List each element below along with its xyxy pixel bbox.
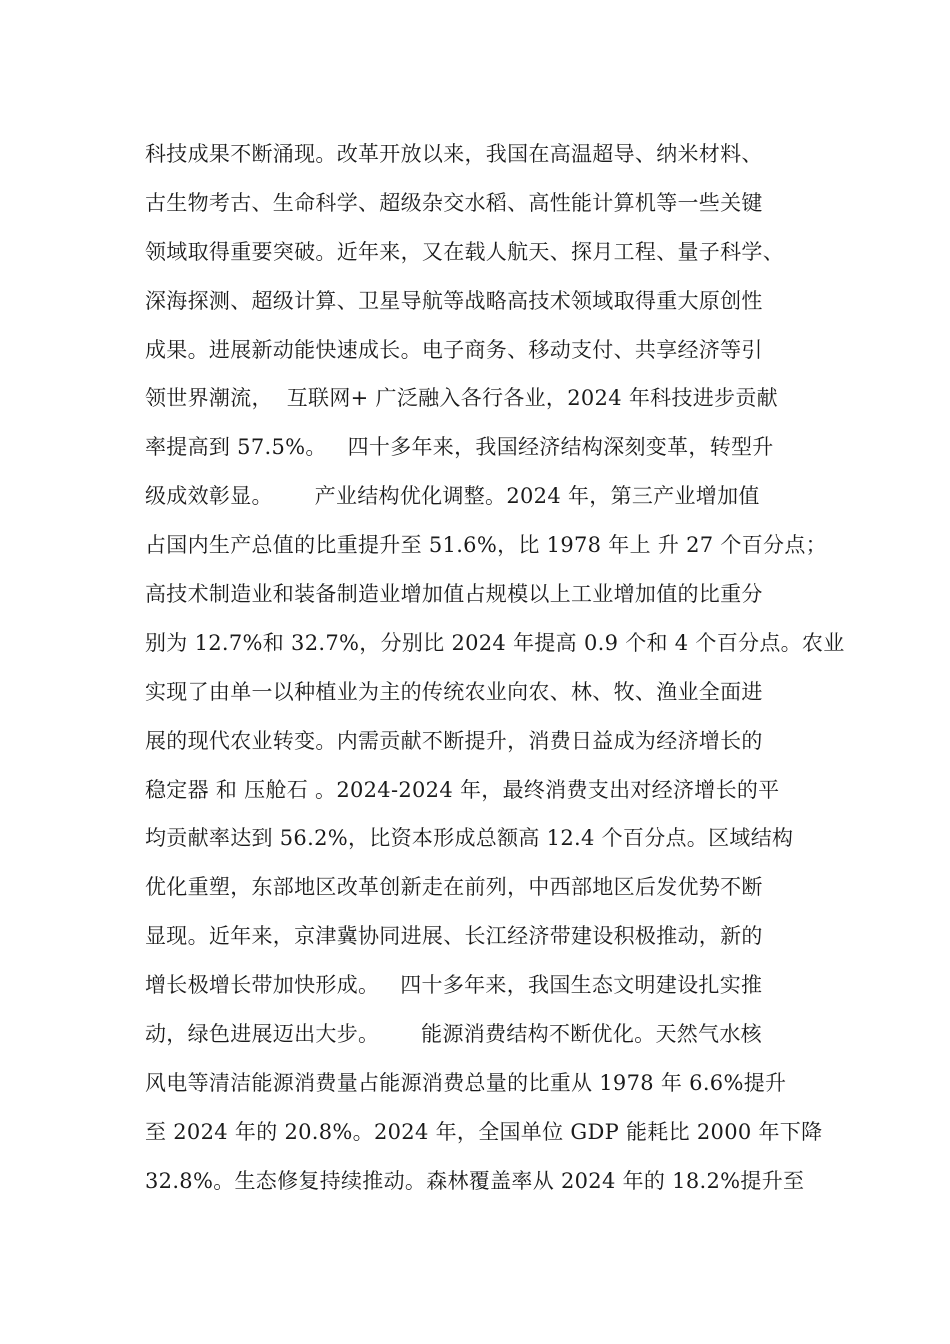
text-line: 高技术制造业和装备制造业增加值占规模以上工业增加值的比重分 — [145, 582, 763, 607]
text-line: 级成效彰显。 产业结构优化调整。2024 年，第三产业增加值 — [145, 484, 760, 509]
text-line: 动，绿色进展迈出大步。 能源消费结构不断优化。天然气水核 — [145, 1022, 762, 1047]
text-line: 均贡献率达到 56.2%，比资本形成总额高 12.4 个百分点。区域结构 — [145, 826, 794, 851]
body-text — [145, 130, 845, 1206]
text-line: 科技成果不断涌现。改革开放以来，我国在高温超导、纳米材料、 — [145, 142, 763, 166]
text-line: 稳定器 和 压舱石 。2024-2024 年，最终消费支出对经济增长的平 — [145, 777, 780, 802]
text-line: 实现了由单一以种植业为主的传统农业向农、林、牧、渔业全面进 — [145, 679, 763, 704]
text-line: 优化重塑，东部地区改革创新走在前列，中西部地区后发优势不断 — [145, 875, 763, 900]
text-line: 增长极增长带加快形成。 四十多年来，我国生态文明建设扎实推 — [145, 973, 763, 998]
text-line: 展的现代农业转变。内需贡献不断提升，消费日益成为经济增长的 — [145, 728, 763, 753]
text-line: 风电等清洁能源消费量占能源消费总量的比重从 1978 年 6.6%提升 — [145, 1070, 787, 1095]
text-line: 32.8%。生态修复持续推动。森林覆盖率从 2024 年的 18.2%提升至 — [145, 1168, 805, 1193]
text-line: 领域取得重要突破。近年来，又在载人航天、探月工程、量子科学、 — [145, 239, 784, 264]
text-line: 率提高到 57.5%。 四十多年来，我国经济结构深刻变革，转型升 — [145, 435, 774, 460]
text-line: 领世界潮流， 互联网+ 广泛融入各行各业，2024 年科技进步贡献 — [145, 386, 778, 411]
text-line: 深海探测、超级计算、卫星导航等战略高技术领域取得重大原创性 — [145, 288, 763, 313]
text-line: 成果。进展新动能快速成长。电子商务、移动支付、共享经济等引 — [145, 337, 763, 362]
text-line: 占国内生产总值的比重提升至 51.6%，比 1978 年上 升 27 个百分点； — [145, 533, 827, 558]
text-line: 古生物考古、生命科学、超级杂交水稻、高性能计算机等一些关键 — [145, 190, 763, 215]
text-line: 显现。近年来，京津冀协同进展、长江经济带建设积极推动，新的 — [145, 924, 763, 949]
text-line: 至 2024 年的 20.8%。2024 年，全国单位 GDP 能耗比 2000 年下降 — [145, 1119, 823, 1144]
text-line: 别为 12.7%和 32.7%，分别比 2024 年提高 0.9 个和 4 个百分点。农业 — [145, 630, 845, 655]
